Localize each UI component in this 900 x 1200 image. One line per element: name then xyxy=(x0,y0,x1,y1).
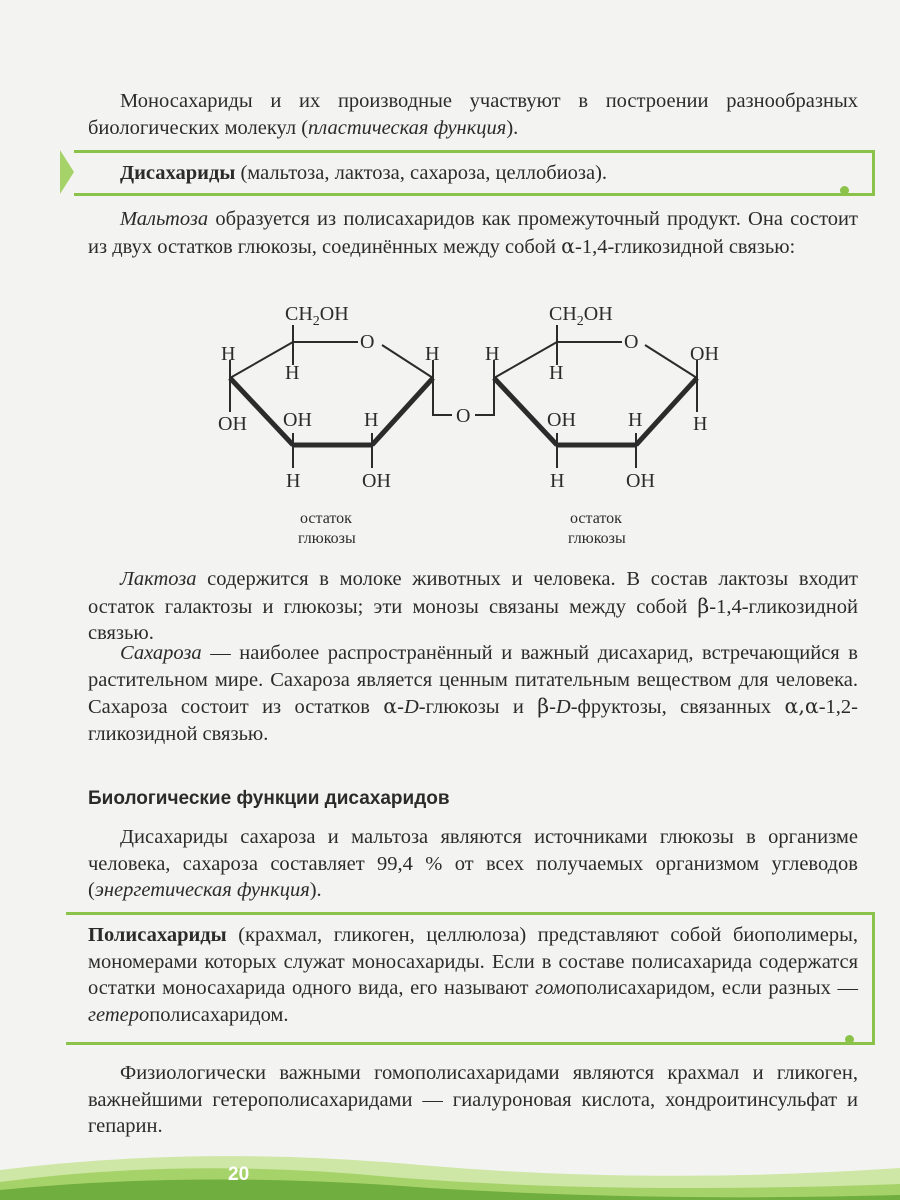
label-h-c1-left: H xyxy=(425,343,440,365)
label-h-c3-right: H xyxy=(550,470,565,492)
label-oh-c2-left: OH xyxy=(362,470,391,492)
caption-left-line1: остаток xyxy=(300,510,352,527)
label-ch2oh-right: $CH_2OH$ xyxy=(549,303,613,329)
paragraph-disaccharides-def: Дисахариды (мальтоза, лактоза, сахароза, целлобиоза). xyxy=(120,162,608,184)
label-oh-c3-left: OH xyxy=(283,409,312,431)
label-glycosidic-o: O xyxy=(456,405,471,427)
term-polysaccharides: Полисахариды xyxy=(88,924,227,946)
footer-band xyxy=(0,1140,900,1200)
label-h-c2-top-right: H xyxy=(628,409,643,431)
label-ring-o-right: O xyxy=(624,331,639,353)
label-h-c4-left: H xyxy=(221,343,236,365)
section-heading: Биологические функции дисахаридов xyxy=(88,788,450,809)
label-ch2oh-left: $CH_2OH$ xyxy=(285,303,349,329)
label-h-c5-right: H xyxy=(549,362,564,384)
label-oh-c2-right: OH xyxy=(626,470,655,492)
paragraph-maltose: Мальтоза образуется из полисахаридов как промежуточный продукт. Она состоит из двух остатков глюкозы, соединённых между собой α-1,4-гликозидной связью: xyxy=(88,208,858,258)
label-h-c2-top-left: H xyxy=(364,409,379,431)
caption-right-line1: остаток xyxy=(570,510,622,527)
label-h-c3-left: H xyxy=(286,470,301,492)
paragraph-disaccharide-functions: Дисахариды сахароза и мальтоза являются источниками глюкозы в организме человека, сахароза составляет 99,4 % от всех получаемых организмом углеводов (энергетическая функция). xyxy=(88,826,858,901)
term-disaccharides: Дисахариды xyxy=(120,162,236,184)
term-sucrose: Сахароза xyxy=(120,642,202,664)
label-oh-c4-left: OH xyxy=(218,413,247,435)
caption-right-line2: глюкозы xyxy=(568,530,626,547)
section-marker-triangle xyxy=(60,150,74,194)
label-oh-c1-right: OH xyxy=(690,343,719,365)
label-h-c5-left: H xyxy=(285,362,300,384)
frame-dot xyxy=(840,186,849,195)
label-ring-o-left: O xyxy=(360,331,375,353)
label-h-c4-right: H xyxy=(485,343,500,365)
maltose-structure-diagram xyxy=(0,290,900,560)
paragraph-polysaccharides-def: Полисахариды (крахмал, гликоген, целлюлоза) представляют собой биополимеры, мономерами которых служат моносахариды. Если в составе полисахарида содержатся остатки моносахарида одного вида, его называют гомополисахаридом, если разных — гетерополисахаридом. xyxy=(88,924,859,1026)
term-maltose: Мальтоза xyxy=(120,208,209,230)
paragraph-monosaccharides: Моносахариды и их производные участвуют в построении разнообразных биологических молекул (пластическая функция). xyxy=(88,90,858,139)
caption-left-line2: глюкозы xyxy=(298,530,356,547)
frame-dot xyxy=(845,1035,854,1044)
paragraph-lactose: Лактоза содержится в молоке животных и человека. В состав лактозы входит остаток галактозы и глюкозы; эти монозы связаны между собой β-1,4-гликозидной связью. xyxy=(88,568,858,644)
page-number: 20 xyxy=(228,1164,250,1185)
glucose-ring-left xyxy=(230,325,452,468)
label-oh-c3-right: OH xyxy=(547,409,576,431)
glucose-ring-right xyxy=(475,325,697,468)
paragraph-homopolysaccharides: Физиологически важными гомополисахаридами являются крахмал и гликоген, важнейшими гетерополисахаридами — гиалуроновая кислота, хондроитинсульфат и гепарин. xyxy=(88,1062,858,1137)
term-lactose: Лактоза xyxy=(120,568,197,590)
paragraph-sucrose: Сахароза — наиболее распространённый и важный дисахарид, встречающийся в растительном мире. Сахароза является ценным питательным веществом для человека. Сахароза состоит из остатков α-D-глюкозы и β-D-фруктозы, связанных α,α-1,2-гликозидной связью. xyxy=(88,642,858,745)
label-h-c1-right: H xyxy=(693,413,708,435)
